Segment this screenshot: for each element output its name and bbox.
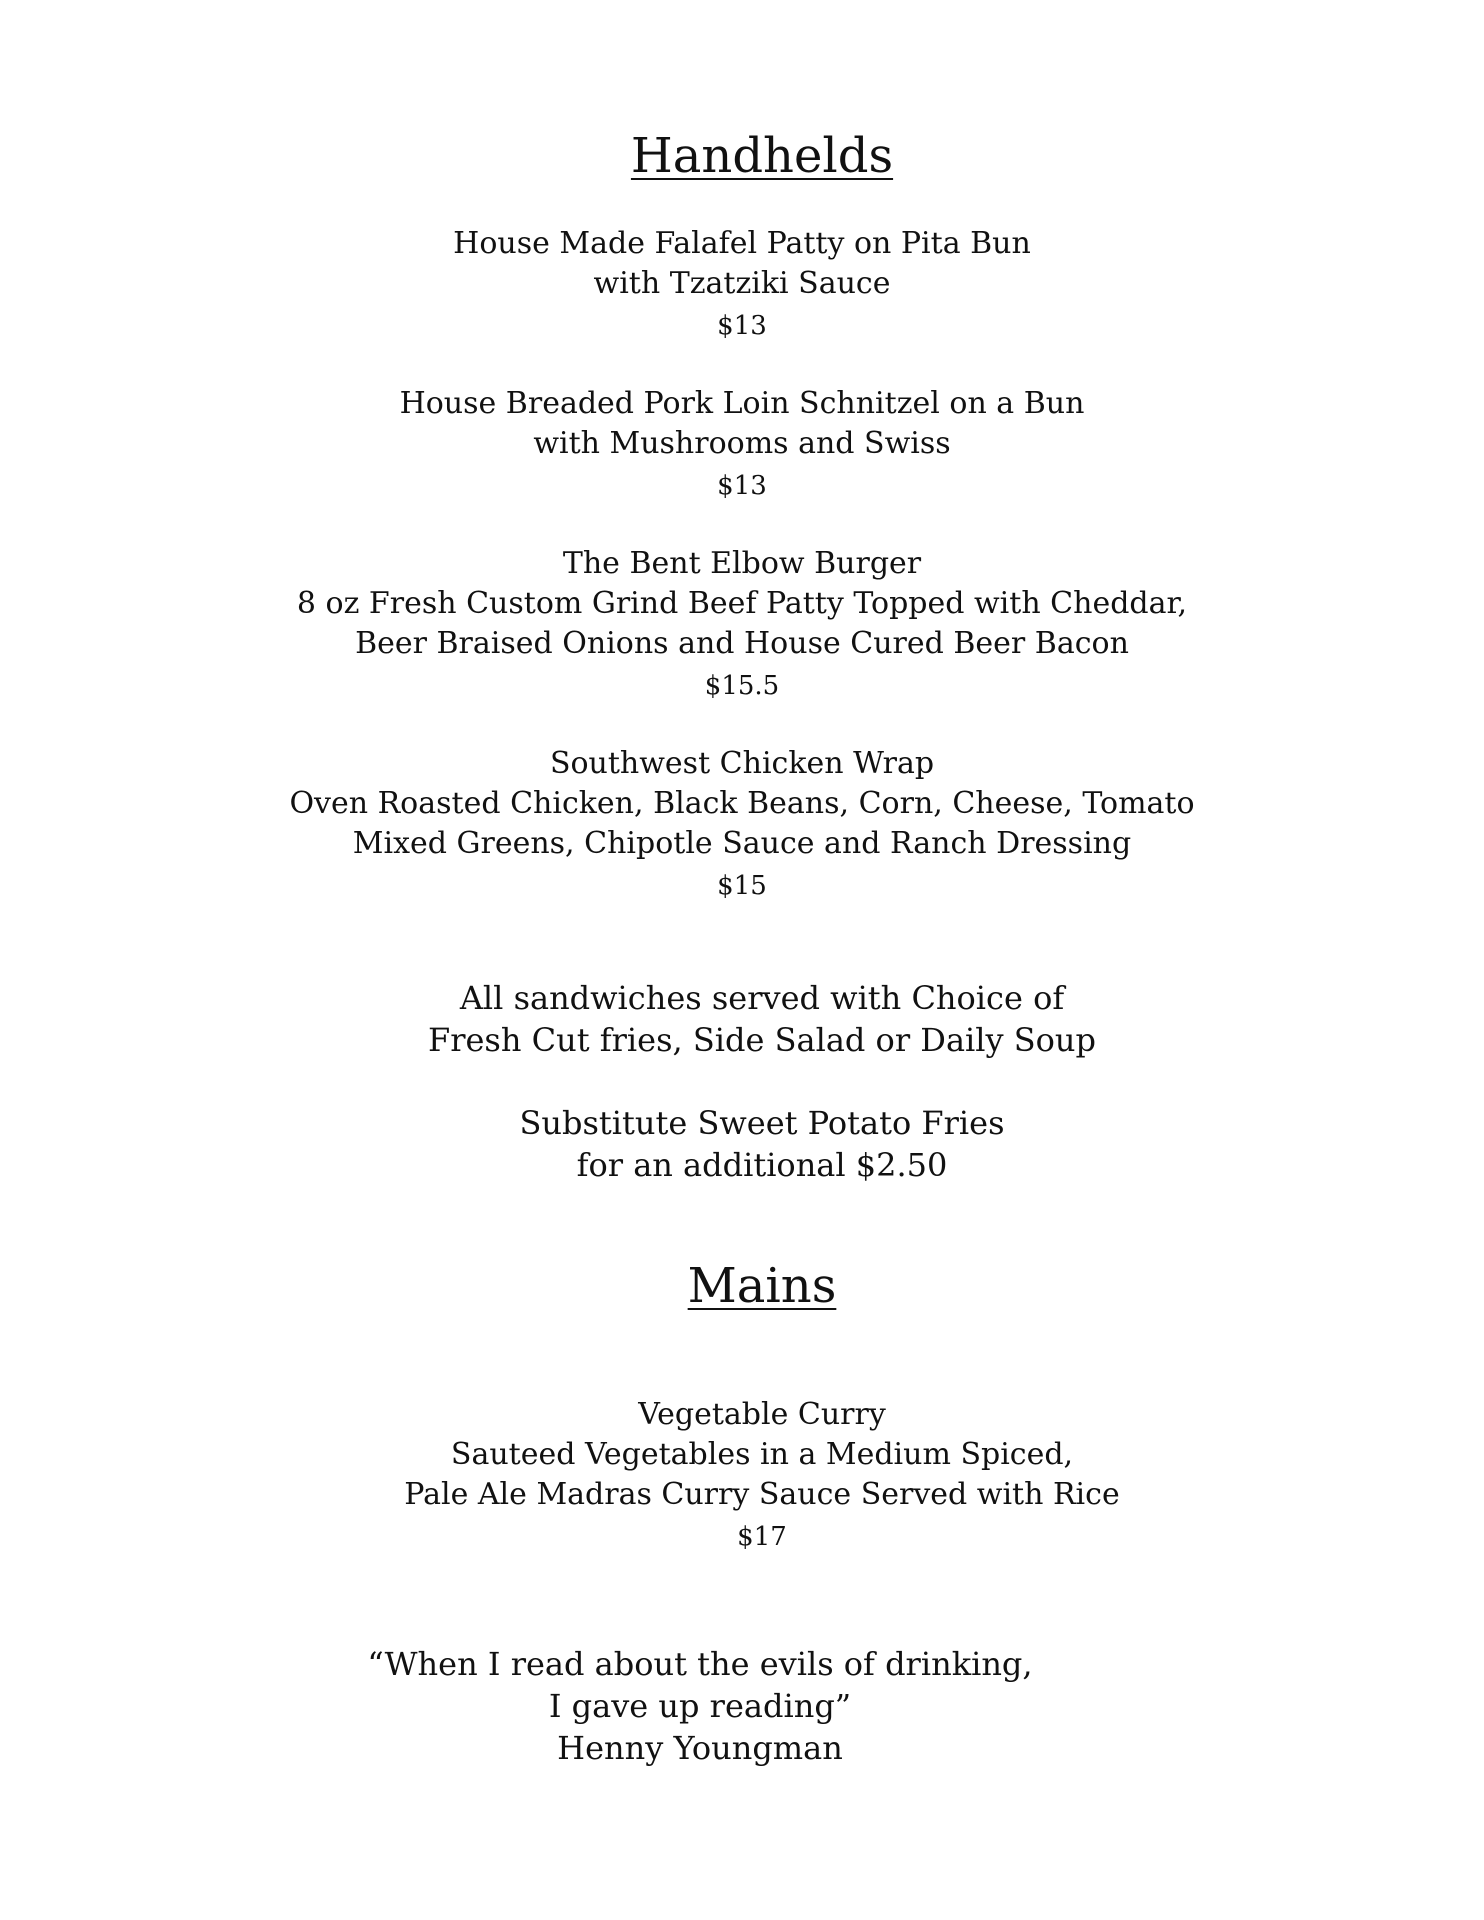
item-price: $15 bbox=[717, 871, 767, 901]
item-description: Mixed Greens, Chipotle Sauce and Ranch Dressing bbox=[352, 826, 1132, 861]
item-description: Beer Braised Onions and House Cured Beer Bacon bbox=[355, 626, 1129, 661]
section-heading-mains: Mains bbox=[687, 1258, 837, 1314]
item-title: House Breaded Pork Loin Schnitzel on a Bun bbox=[399, 386, 1085, 421]
quote-line: “When I read about the evils of drinking, bbox=[367, 1645, 1033, 1683]
item-price: $13 bbox=[717, 471, 767, 501]
item-price: $17 bbox=[737, 1522, 787, 1552]
item-description: Oven Roasted Chicken, Black Beans, Corn, Cheese, Tomato bbox=[289, 786, 1195, 821]
item-price: $15.5 bbox=[704, 671, 780, 701]
note-line: All sandwiches served with Choice of bbox=[459, 979, 1065, 1017]
note-line: Substitute Sweet Potato Fries bbox=[519, 1104, 1005, 1142]
item-description: Pale Ale Madras Curry Sauce Served with Rice bbox=[404, 1477, 1120, 1512]
section-heading-handhelds: Handhelds bbox=[630, 128, 894, 184]
note-line: Fresh Cut fries, Side Salad or Daily Soup bbox=[427, 1021, 1097, 1059]
item-description: 8 oz Fresh Custom Grind Beef Patty Topped with Cheddar, bbox=[296, 586, 1188, 621]
item-title: Vegetable Curry bbox=[638, 1397, 886, 1432]
item-title: The Bent Elbow Burger bbox=[562, 546, 922, 581]
item-title: Southwest Chicken Wrap bbox=[549, 746, 935, 781]
note-line: for an additional $2.50 bbox=[576, 1146, 948, 1184]
item-title: House Made Falafel Patty on Pita Bun bbox=[453, 226, 1031, 261]
quote-author: Henny Youngman bbox=[557, 1729, 843, 1767]
item-description: with Mushrooms and Swiss bbox=[533, 426, 951, 461]
quote-line: I gave up reading” bbox=[548, 1687, 852, 1725]
item-description: Sauteed Vegetables in a Medium Spiced, bbox=[450, 1437, 1074, 1472]
item-description: with Tzatziki Sauce bbox=[593, 266, 891, 301]
item-price: $13 bbox=[717, 311, 767, 341]
